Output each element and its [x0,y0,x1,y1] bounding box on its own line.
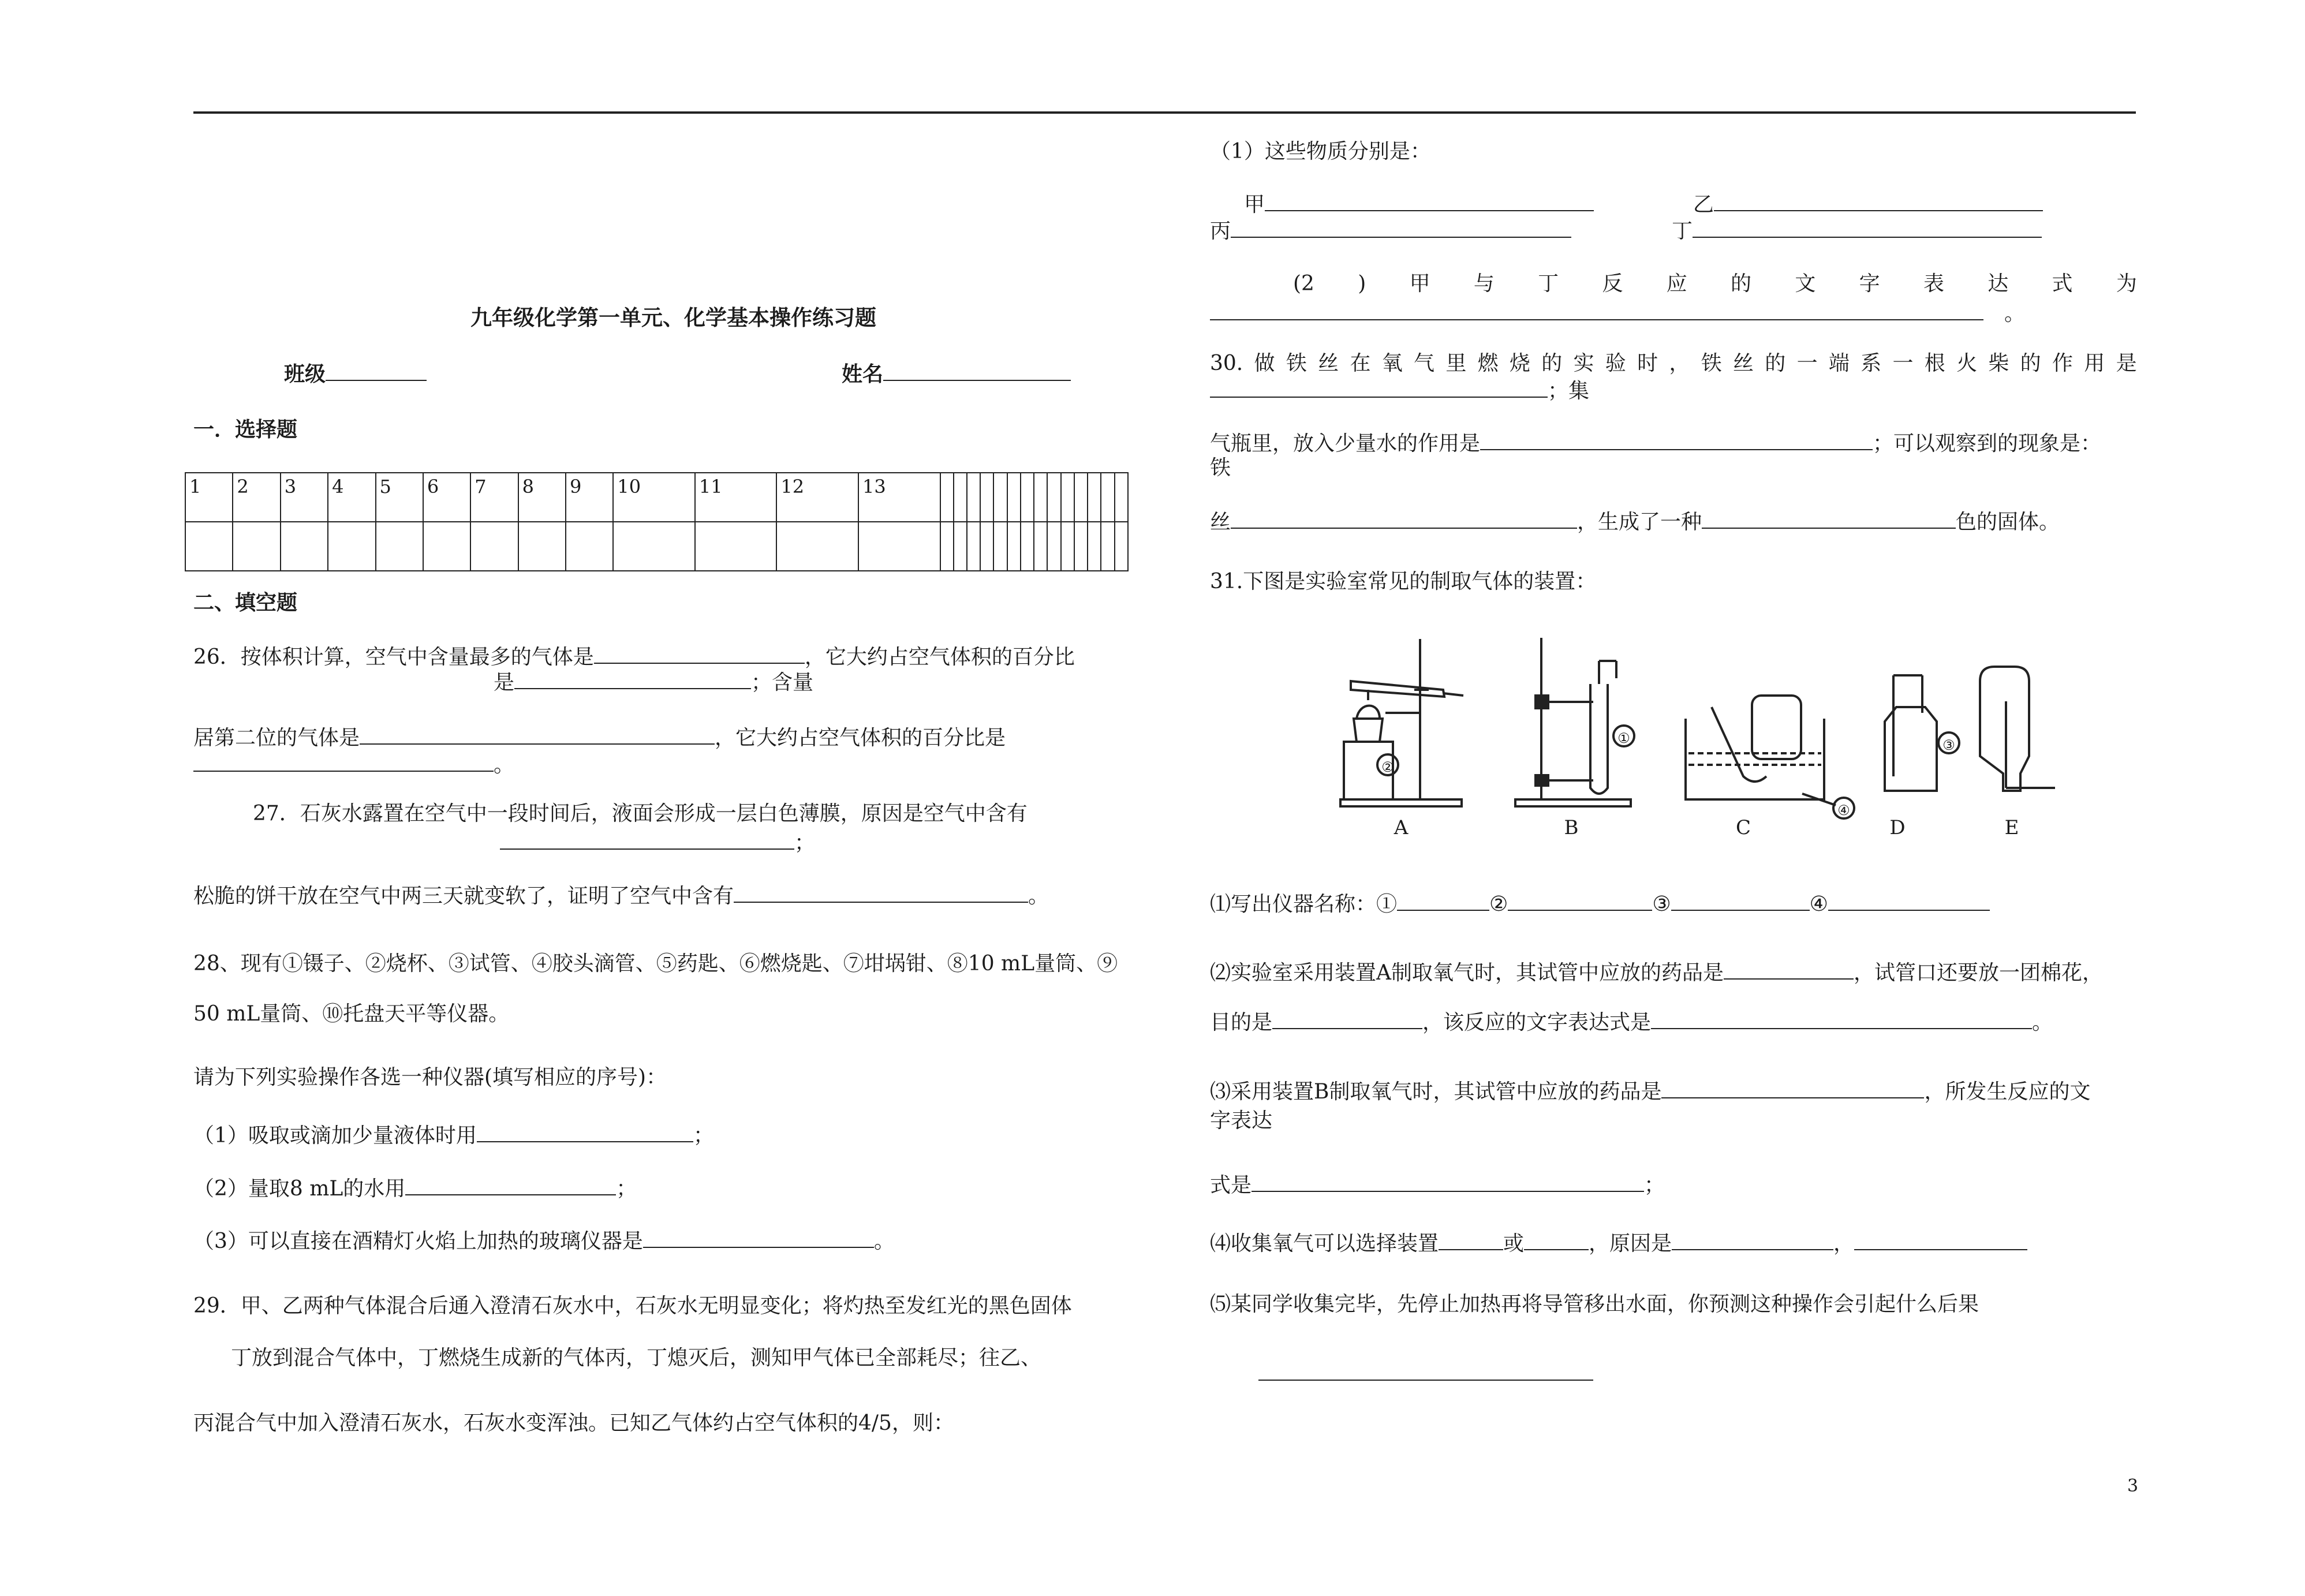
q31-blank-device2[interactable] [1524,1232,1589,1250]
q28-blank1[interactable] [477,1124,693,1142]
q28-sub3: （3）可以直接在酒精灯火焰上加热的玻璃仪器是 。 [193,1229,895,1253]
page-title: 九年级化学第一单元、化学基本操作练习题 [470,305,876,330]
answer-header-cell: 4 [328,473,375,522]
q31-part2b: 目的是 ，该反应的文字表达式是 。 [1210,1011,2053,1034]
q26-blank1[interactable] [594,645,805,664]
apparatus-diagram [1328,632,2078,846]
answer-header-cell [1115,473,1128,522]
answer-input-cell[interactable] [1047,522,1060,571]
apparatus-d [1885,675,1959,791]
answer-input-cell[interactable] [185,522,233,571]
answer-input-cell[interactable] [423,522,470,571]
marker-label-3: ③ [1942,737,1955,753]
q30-line1-char: 火 [1956,352,1978,375]
apparatus-b [1515,638,1634,806]
label-a: A [1394,816,1409,839]
q29-line1: 29．甲、乙两种气体混合后通入澄清石灰水中，石灰水无明显变化；将灼热至发红光的黑色固体 [193,1294,1072,1318]
answer-input-cell[interactable] [1034,522,1047,571]
q28-blank3[interactable] [643,1229,874,1248]
q29-yi: 乙 [1693,193,2043,215]
q30-line2: 气瓶里，放入少量水的作用是 ；可以观察到的现象是： [1210,432,2102,455]
class-input[interactable] [326,362,427,381]
class-label: 班级 [284,362,326,386]
answer-input-cell[interactable] [954,522,967,571]
q29-part2-char: 表 [1923,272,1944,296]
answer-input-cell[interactable] [1007,522,1021,571]
name-label: 姓名 [842,362,884,386]
label-d: D [1889,816,1906,839]
q30-blank4[interactable] [1702,510,1956,529]
q31-blank-4[interactable] [1828,892,1990,911]
answer-header-cell [1021,473,1034,522]
answer-header-cell: 7 [470,473,518,522]
answer-header-cell: 9 [566,473,613,522]
apparatus-a [1340,639,1463,806]
q30-line1-char: 实 [1573,352,1594,375]
answer-input-cell[interactable] [776,522,858,571]
q29-part2-char: 反 [1602,272,1623,296]
q30-line1-char: 是 [2116,352,2137,375]
section-fill-heading: 二、填空题 [193,590,298,615]
q31-part1: ⑴写出仪器名称：① ② ③ ④ [1210,892,1990,915]
q30-line1-char: 的 [1765,352,1786,375]
answer-input-cell[interactable] [328,522,375,571]
q30-line1-char: 铁 [1701,352,1722,375]
q30-line1-char: 里 [1445,352,1467,375]
answer-grid [185,472,1129,571]
q29-blank-ding[interactable] [1693,219,2042,238]
q30-line3: 丝 ，生成了一种 色的固体。 [1210,510,2060,534]
q30-line1-char: 用 [2084,352,2105,375]
q31-blank-3[interactable] [1671,892,1810,911]
answer-input-cell[interactable] [233,522,280,571]
answer-input-cell[interactable] [1088,522,1101,571]
label-c: C [1735,816,1751,839]
q31-blank-consequence[interactable] [1258,1362,1593,1381]
q28-line1: 28、现有①镊子、②烧杯、③试管、④胶头滴管、⑤药匙、⑥燃烧匙、⑦坩埚钳、⑧10 mL量筒、⑨ [193,952,1118,975]
q27-line2: ； [500,831,815,854]
marker-label-4: ④ [1837,802,1850,818]
marker-label-2: ② [1381,759,1394,775]
q29-part2-char: 甲 [1409,272,1430,296]
q29-part2-char: 与 [1473,272,1495,296]
q30-line1-char: 柴 [1988,352,2009,375]
q28-sub2: （2）量取8 mL的水用 ； [193,1177,637,1201]
q27-blank1[interactable] [500,831,794,850]
answer-header-cell [954,473,967,522]
q29-blank-bing[interactable] [1231,219,1571,238]
answer-input-cell[interactable] [993,522,1007,571]
q29-blank-jia[interactable] [1265,193,1594,211]
q30-line1-char: 氧 [1381,352,1403,375]
q31-blank-2[interactable] [1508,892,1652,911]
marker-label-1: ① [1617,730,1630,746]
q31-part5-answer [1258,1362,1593,1385]
q28-line3: 请为下列实验操作各选一种仪器(填写相应的序号)： [193,1066,667,1089]
answer-header-cell: 13 [858,473,940,522]
q26-blank4[interactable] [193,753,494,772]
q29-part2-char: 的 [1731,272,1752,296]
answer-header-cell [940,473,954,522]
q29-part2-char: 为 [2116,272,2137,296]
answer-header-cell [980,473,993,522]
answer-header-cell: 12 [776,473,858,522]
q31-part3a: ⑶采用装置B制取氧气时，其试管中应放的药品是 ，所发生反应的文 [1210,1080,2091,1104]
answer-input-cell[interactable] [613,522,695,571]
q30-line2b: 铁 [1210,456,1231,480]
q31-part2a: ⑵实验室采用装置A制取氧气时，其试管中应放的药品是 ，试管口还要放一团棉花， [1210,961,2104,985]
q30-line1-char: 的 [2020,352,2041,375]
q27-blank2[interactable] [734,884,1028,903]
q30-line1-char: 丝 [1733,352,1754,375]
q26-blank2[interactable] [514,671,751,689]
q29-blank-equation[interactable] [1210,302,1983,320]
q27-line1: 27．石灰水露置在空气中一段时间后，液面会形成一层白色薄膜，原因是空气中含有 [253,802,1028,825]
q29-part2-char: 字 [1859,272,1880,296]
answer-header-cell [1007,473,1021,522]
answer-header-cell: 2 [233,473,280,522]
q29-part2-char: 达 [1988,272,2009,296]
q30-blank2[interactable] [1480,432,1873,450]
answer-input-cell[interactable] [281,522,328,571]
answer-input-cell[interactable] [1101,522,1114,571]
answer-input-cell[interactable] [1115,522,1128,571]
q29-blank-yi[interactable] [1714,193,2043,211]
q30-line1 [1210,353,2137,374]
q30-line1-char: 作 [2052,352,2073,375]
q30-line1-char: 验 [1605,352,1626,375]
section-choice-heading: 一．选择题 [193,417,298,442]
answer-input-cell[interactable] [376,522,423,571]
q31-part3c: 式是 ； [1210,1173,1665,1197]
q30-line1-char: ， [1669,352,1690,375]
answer-input-cell[interactable] [940,522,954,571]
q31-blank-drug-b[interactable] [1661,1080,1924,1098]
q29-part2-answer: 。 [1210,302,2025,324]
q29-part2-char: (2 [1293,272,1314,296]
class-field [284,362,427,384]
page-number: 3 [2127,1476,2139,1496]
answer-header-cell: 1 [185,473,233,522]
q28-line2: 50 mL量筒、⑩托盘天平等仪器。 [193,1002,510,1026]
q30-line1-char: 系 [1861,352,1882,375]
name-input[interactable] [883,362,1071,381]
q30-line1-char: 的 [1541,352,1563,375]
answer-header-cell: 6 [423,473,470,522]
answer-header-cell: 3 [281,473,328,522]
q31-blank-equation-b[interactable] [1252,1173,1644,1192]
q30-line1-char: 在 [1350,352,1371,375]
answer-header-cell [1047,473,1060,522]
q26-line1: 26．按体积计算，空气中含量最多的气体是 ，它大约占空气体积的百分比 [193,645,1075,669]
name-field [842,362,1071,384]
apparatus-c [1686,696,1854,818]
q29-part2-char: 应 [1666,272,1687,296]
answer-header-cell: 8 [518,473,566,522]
q29-bing: 丙 [1210,219,1571,242]
q30-line1-char: 一 [1796,352,1818,375]
q29-part1: （1）这些物质分别是： [1210,140,1431,163]
answer-header-cell [1034,473,1047,522]
answer-header-cell: 11 [695,473,777,522]
q30-blank3[interactable] [1231,510,1577,529]
q30-line1-char: 30. [1210,352,1243,375]
q30-line1-char: 烧 [1509,352,1530,375]
label-b: B [1564,816,1579,839]
q30-line1-char: 时 [1637,352,1658,375]
q29-ding: 丁 [1672,219,2042,242]
answer-input-cell[interactable] [1021,522,1034,571]
answer-input-cell[interactable] [566,522,613,571]
answer-header-cell: 5 [376,473,423,522]
q31-part4: ⑷收集氧气可以选择装置 或 ，原因是 ， [1210,1232,2027,1254]
label-e: E [2004,816,2019,839]
answer-input-cell[interactable] [1074,522,1088,571]
q26-blank3[interactable] [360,726,715,745]
q29-part2-char: ) [1358,272,1366,296]
q31-blank-reason1[interactable] [1672,1232,1833,1250]
q30-line1-char: 根 [1924,352,1945,375]
q31-part3b: 字表达 [1210,1109,1273,1132]
q30-line1-char: 一 [1892,352,1914,375]
q29-part2-char: 丁 [1538,272,1559,296]
q29-part2-char: 式 [2052,272,2073,296]
answer-input-cell[interactable] [518,522,566,571]
answer-input-cell[interactable] [980,522,993,571]
q30-line1-char: 铁 [1286,352,1307,375]
q29-line2: 丁放到混合气体中，丁燃烧生成新的气体丙，丁熄灭后，测知甲气体已全部耗尽；往乙、 [231,1346,1042,1370]
q27-line3: 松脆的饼干放在空气中两三天就变软了，证明了空气中含有 。 [193,884,1049,908]
q31-blank-1[interactable] [1397,892,1489,911]
answer-header-cell [1061,473,1074,522]
q31-blank-purpose[interactable] [1272,1011,1422,1029]
q29-line3: 丙混合气中加入澄清石灰水，石灰水变浑浊。已知乙气体约占空气体积的4/5，则： [193,1411,954,1435]
answer-header-cell [1088,473,1101,522]
q30-line1-char: 端 [1828,352,1850,375]
q30-line1-char: 丝 [1318,352,1339,375]
q30-line1-char: 燃 [1477,352,1499,375]
answer-input-cell[interactable] [695,522,777,571]
answer-header-cell [1074,473,1088,522]
q28-sub1: （1）吸取或滴加少量液体时用 ； [193,1124,714,1148]
q31-blank-reason2[interactable] [1854,1232,2027,1250]
answer-header-cell [1101,473,1114,522]
q26-line4: 。 [193,753,514,776]
q31-part5: ⑸某同学收集完毕，先停止加热再将导管移出水面，你预测这种操作会引起什么后果 [1210,1292,1979,1316]
answer-input-cell[interactable] [1061,522,1074,571]
q30-line1-char: 气 [1414,352,1435,375]
q31-blank-drug-a[interactable] [1724,961,1854,980]
answer-input-cell[interactable] [470,522,518,571]
answer-input-cell[interactable] [967,522,980,571]
q26-line3: 居第二位的气体是 ，它大约占空气体积的百分比是 [193,726,1006,750]
q31-blank-equation-a[interactable] [1651,1011,2032,1029]
q28-blank2[interactable] [405,1177,616,1195]
q30-blank1[interactable] [1210,379,1548,398]
q29-part2-char: 文 [1795,272,1816,296]
answer-input-cell[interactable] [858,522,940,571]
q31-intro: 31.下图是实验室常见的制取气体的装置： [1210,570,1597,593]
answer-header-cell [993,473,1007,522]
q31-blank-device1[interactable] [1439,1232,1503,1250]
answer-header-cell: 10 [613,473,695,522]
answer-header-cell [967,473,980,522]
q30-line1b: ；集 [1210,379,1589,402]
apparatus-e [1980,667,2055,791]
q29-jia: 甲 [1244,193,1594,215]
q29-part2-line [1293,274,2137,294]
top-rule [193,111,2136,114]
q30-line1-char: 做 [1254,352,1275,375]
q26-line2: 是 ；含量 [494,671,814,694]
